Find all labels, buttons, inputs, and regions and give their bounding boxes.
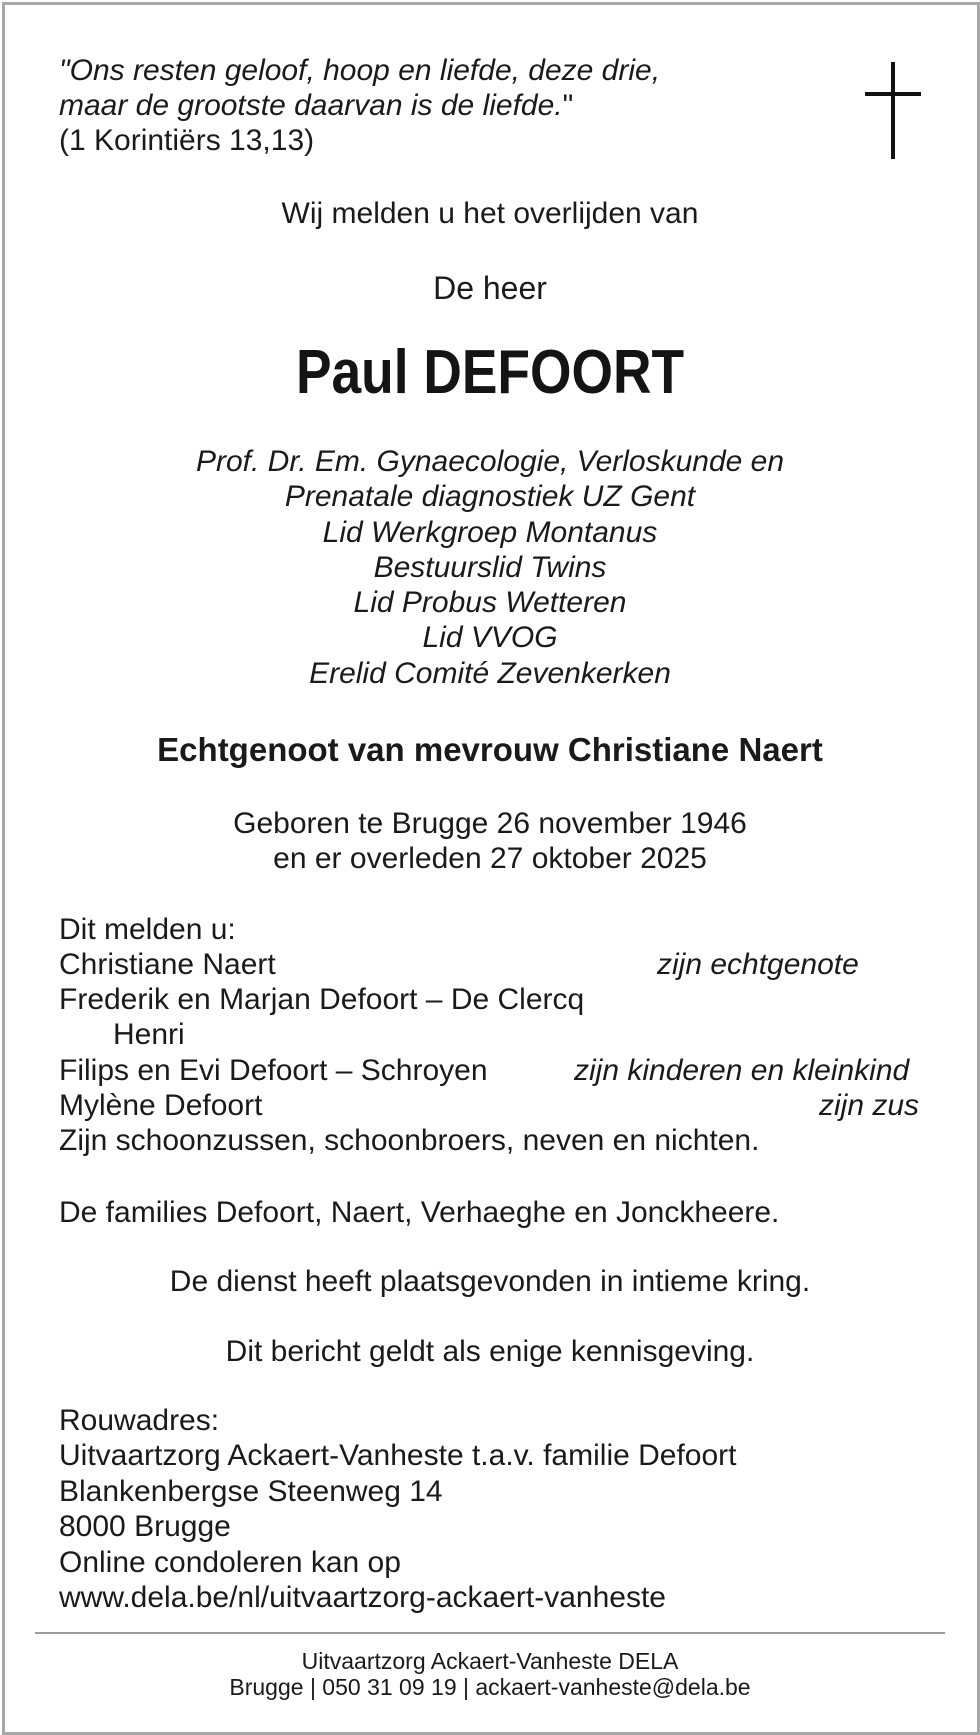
quote-line-2	[59, 88, 660, 123]
footer-divider	[35, 1632, 945, 1634]
birth-line: Geboren te Brugge 26 november 1946	[233, 807, 747, 840]
title-item: Prenatale diagnostiek UZ Gent	[284, 480, 696, 514]
quote-line-1: "Ons resten geloof, hoop en liefde, deze drie,	[59, 54, 661, 87]
cross-vertical-bar	[891, 62, 895, 159]
footer-contact: Brugge | 050 31 09 19 | ackaert-vanheste@dela.be	[229, 1674, 751, 1700]
mourners-list	[0, 912, 980, 1162]
families-line: De families Defoort, Naert, Verhaeghe en Jonckheere.	[59, 1196, 780, 1229]
title-item: Lid Probus Wetteren	[353, 586, 627, 620]
condolence-link: www.dela.be/nl/uitvaartzorg-ackaert-vanheste	[59, 1580, 666, 1614]
funeral-home-footer	[0, 1648, 980, 1700]
mourner-name: Frederik en Marjan Defoort – De Clercq	[59, 983, 585, 1016]
mourners-extended: Zijn schoonzussen, schoonbroers, neven en nichten.	[59, 1124, 760, 1157]
announcement-text: Wij melden u het overlijden van	[281, 197, 699, 230]
title-item: Prof. Dr. Em. Gynaecologie, Verloskunde en	[195, 445, 785, 478]
address-label: Rouwadres:	[59, 1404, 220, 1437]
title-item: Lid VVOG	[422, 621, 558, 655]
address-line: Online condoleren kan op	[59, 1545, 401, 1579]
title-item: Erelid Comité Zevenkerken	[309, 656, 671, 690]
quote-line-2-text: maar de grootste daarvan is de liefde.	[59, 89, 563, 122]
quote-reference: (1 Korintiërs 13,13)	[59, 124, 315, 157]
quote-close-mark: "	[562, 89, 574, 122]
mourner-name: Mylène Defoort	[59, 1089, 263, 1122]
address-line: 8000 Brugge	[59, 1510, 231, 1544]
life-dates	[0, 806, 980, 876]
title-item: Bestuurslid Twins	[373, 550, 607, 584]
mourner-relation: zijn echtgenote	[657, 948, 859, 981]
titles-list	[0, 444, 980, 691]
mourner-name: Filips en Evi Defoort – Schroyen	[59, 1054, 488, 1087]
mourner-name: Christiane Naert	[59, 948, 276, 981]
mourner-name: Henri	[113, 1018, 185, 1051]
footer-company: Uitvaartzorg Ackaert-Vanheste DELA	[301, 1648, 679, 1674]
address-line: Blankenbergse Steenweg 14	[59, 1474, 443, 1508]
death-line: en er overleden 27 oktober 2025	[273, 842, 707, 875]
mourner-relation: zijn kinderen en kleinkind	[574, 1054, 910, 1087]
spouse-line: Echtgenoot van mevrouw Christiane Naert	[157, 731, 823, 768]
service-note: De dienst heeft plaatsgevonden in intieme kring.	[169, 1265, 811, 1298]
mourner-relation: zijn zus	[819, 1089, 920, 1122]
cross-horizontal-bar	[865, 92, 921, 96]
title-item: Lid Werkgroep Montanus	[322, 515, 658, 549]
mourning-address	[59, 1403, 737, 1615]
salutation: De heer	[433, 270, 547, 306]
deceased-name: Paul DEFOORT	[295, 338, 685, 407]
cross-icon	[865, 62, 921, 159]
address-line: Uitvaartzorg Ackaert-Vanheste t.a.v. familie Defoort	[59, 1439, 737, 1473]
notice-note: Dit bericht geldt als enige kennisgeving.	[225, 1335, 755, 1368]
mourners-intro: Dit melden u:	[59, 913, 236, 946]
bible-quote	[59, 53, 660, 158]
